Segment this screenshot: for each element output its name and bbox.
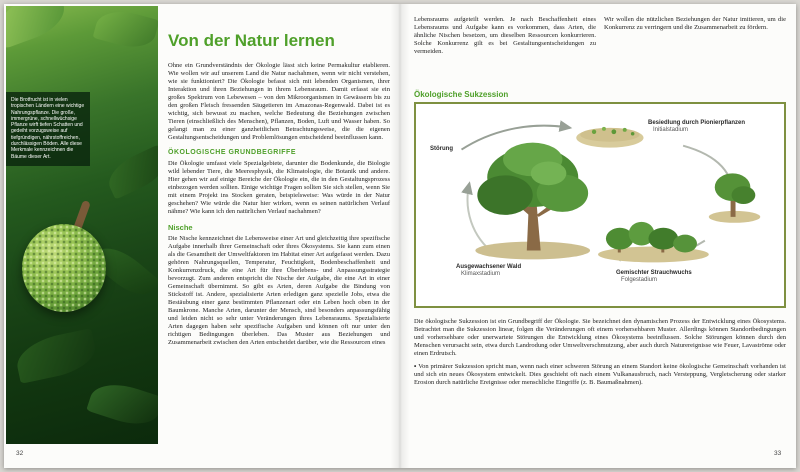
leaf-shape xyxy=(86,376,158,432)
left-page-text-column xyxy=(168,32,390,353)
bullet-marker: • xyxy=(414,363,417,370)
label-initial-stage xyxy=(648,120,780,134)
breadfruit-fruit xyxy=(22,224,106,312)
label-initial-stage-title: Besiedlung durch Pionierpflanzen xyxy=(648,120,746,126)
succession-diagram xyxy=(414,102,786,308)
page-gutter xyxy=(390,4,410,468)
intro-paragraph: Ohne ein Grundverständnis der Ökologie lässt sich keine Permakultur etablieren. Wie wollen wir auf unserem Land die Natur nachahmen, wenn wir nicht verstehen, wie sie funktioniert? Die Ökologie befasst sich mit lebenden Organismen, ihrer Interaktion und ihren Beziehungen in ihrem Lebensraum. Damit erfasst sie ein großes Spektrum von Lebewesen – von den Mikroorganismen in Gewässern bis zu den großen Fleisch fressenden Säugetieren im Amazonas-Regenwald. Dabei ist es wichtig, sich bewusst zu machen, welche Bedeutung die Beziehungen zwischen Tieren (einschließlich des Menschen), Pflanzen, Boden, Luft und Wasser haben. So gelangt man zu einer ganzheitlichen Betrachtungsweise, die die eigenen Gestaltungsentscheidungen und Problemlösungen entscheidend beeinflussen kann. xyxy=(168,61,390,141)
leaf-shape xyxy=(93,6,158,53)
right-page-column-2 xyxy=(604,16,786,32)
right-page-bottom-text xyxy=(414,318,786,392)
label-disturbance xyxy=(430,146,453,153)
page-title: Von der Natur lernen xyxy=(168,31,335,50)
breadfruit-photo xyxy=(6,6,158,444)
page-number-right: 33 xyxy=(774,450,782,457)
leaf-shape xyxy=(102,144,158,199)
label-climax-stage xyxy=(456,264,576,278)
continued-paragraph: Wir wollen die nützlichen Beziehungen der Natur imitieren, um die Konkurrenz zu verringern und die Zusammenarbeit zu fördern. xyxy=(604,16,786,31)
continued-paragraph: Lebensraums aufgeteilt werden. Je nach Beschaffenheit eines Lebensraums und Aufgabe kann es vorkommen, dass Arten, die ähnliche Nischen besetzen, um dieselben Ressourcen konkurrieren. Solche Konkurrenz gilt es bei Gestaltungsentscheidungen zu vermeiden. xyxy=(414,16,596,55)
label-shrub-stage xyxy=(616,270,746,284)
label-shrub-stage-title: Gemischter Strauchwuchs xyxy=(616,270,692,276)
section-paragraph: Die Ökologie umfasst viele Spezialgebiete, darunter die Bodenkunde, die Biologie wild lebender Tiere, die Meeresphysik, die Klimatologie, die Botanik und andere. Hier gehen wir auf einige Bereiche der Ökologie ein, die in den Gestaltungsprozess einbezogen werden sollten. Einige wichtige Fragen sollten Sie sich stellen, wenn Sie mit einem Projekt ins Stocken geraten, beispielsweise: Was würde in der Natur geschehen? Wie würde die Natur hier wirken, wenn es seinen natürlichen Verlauf nähme? Wie kann ich den natürlichen Verlauf nachahmen? xyxy=(168,159,390,215)
succession-paragraph: Die ökologische Sukzession ist ein Grundbegriff der Ökologie. Sie bezeichnet den dynamischen Prozess der Entwicklung eines Ökosystems. Betrachtet man die Sukzession linear, folgen die Veränderungen oft einem vorhersehbaren Muster. Allerdings können Standortbedingungen und vorhersehbare oder unerwartete Störungen die Entwicklung eines Ökosystems beeinflussen. Solche Störungen können durch den Menschen verursacht sein, etwa durch Landrodung oder Umweltverschmutzung, aber auch durch Naturereignisse wie Feuer, Lavaströme oder einen Erdrutsch. xyxy=(414,318,786,357)
label-disturbance-title: Störung xyxy=(430,146,453,152)
photo-caption: Die Brotfrucht ist in vielen tropischen Ländern eine wichtige Nahrungspflanze. Die große, immergrüne, schnellwüchsige Pflanze wirft tiefen Schatten und gedeiht vorzugsweise auf tiefgründigen, nährstoffreichen, durchlässigen Böden. Alle diese Merkmale kennzeichnen die Bäume dieser Art. xyxy=(6,92,90,166)
bullet-paragraph xyxy=(414,363,786,387)
section-heading: ÖKOLOGISCHE GRUNDBEGRIFFE xyxy=(168,148,297,156)
label-shrub-stage-sub: Folgestadium xyxy=(621,277,658,283)
label-climax-stage-title: Ausgewachsener Wald xyxy=(456,264,522,270)
book-spread xyxy=(4,4,796,468)
leaf-shape xyxy=(13,328,100,384)
subsection-paragraph: Die Nische kennzeichnet die Lebensweise einer Art und gleichzeitig ihre spezifische Aufgabe innerhalb ihrer Gemeinschaft oder ihres Ökosystems. Sie kann zum einen als die Gesamtheit der Umweltfaktoren im Habitat einer Art aufgefasst werden. Dazu gehören Nahrungsquellen, Temperatur, Feuchtigkeit, Bodenbeschaffenheit und Konkurrenzdruck, die eine Art für ihre Überlebens- und Anpassungsstrategie bevorzugt. Zum anderen entspricht die Nische der Aufgabe, die eine Art in einer Gemeinschaft übernimmt. So gibt es Arten, deren Aufgabe die Bindung von Stickstoff ist. Andere, spezialisierte Arten erledigen ganz spezielle Jobs, etwa die Bestäubung einer ganz bestimmten Pflanzenart oder ein Leben hoch oben in der Baumkrone. Manche Arten, darunter der Mensch, sind besonders anpassungsfähig und leiden nicht so sehr unter Veränderungen ihres Lebensraums. Spezialisierte Arten dagegen haben sehr spezifische Aufgaben und können oft nur unter den richtigen Bedingungen überleben. Das Muster aus Beziehungen und Zusammenarbeit zwischen den Arten entscheidet darüber, wie die Ressourcen eines xyxy=(168,234,390,346)
leaf-shape xyxy=(6,6,71,49)
page-number-left: 32 xyxy=(16,450,24,457)
diagram-title: Ökologische Sukzession xyxy=(414,90,509,99)
bullet-text: Von primärer Sukzession spricht man, wenn nach einer schweren Störung an einem Standort keine ökologische Gemeinschaft vorhanden ist und sich ein neues Ökosystem entwickelt. Dies geschieht oft nach einem Vulkanausbruch, nach Versteppung, Vergletscherung oder starker Erosion durch natürliche Ereignisse oder menschliche Eingriffe (z. B. Baumaßnahmen). xyxy=(414,363,786,386)
right-page-column-1 xyxy=(414,16,596,56)
label-initial-stage-sub: Initialstadium xyxy=(653,127,689,133)
label-climax-stage-sub: Klimaxstadium xyxy=(461,271,501,277)
subsection-heading: Nische xyxy=(168,222,193,232)
